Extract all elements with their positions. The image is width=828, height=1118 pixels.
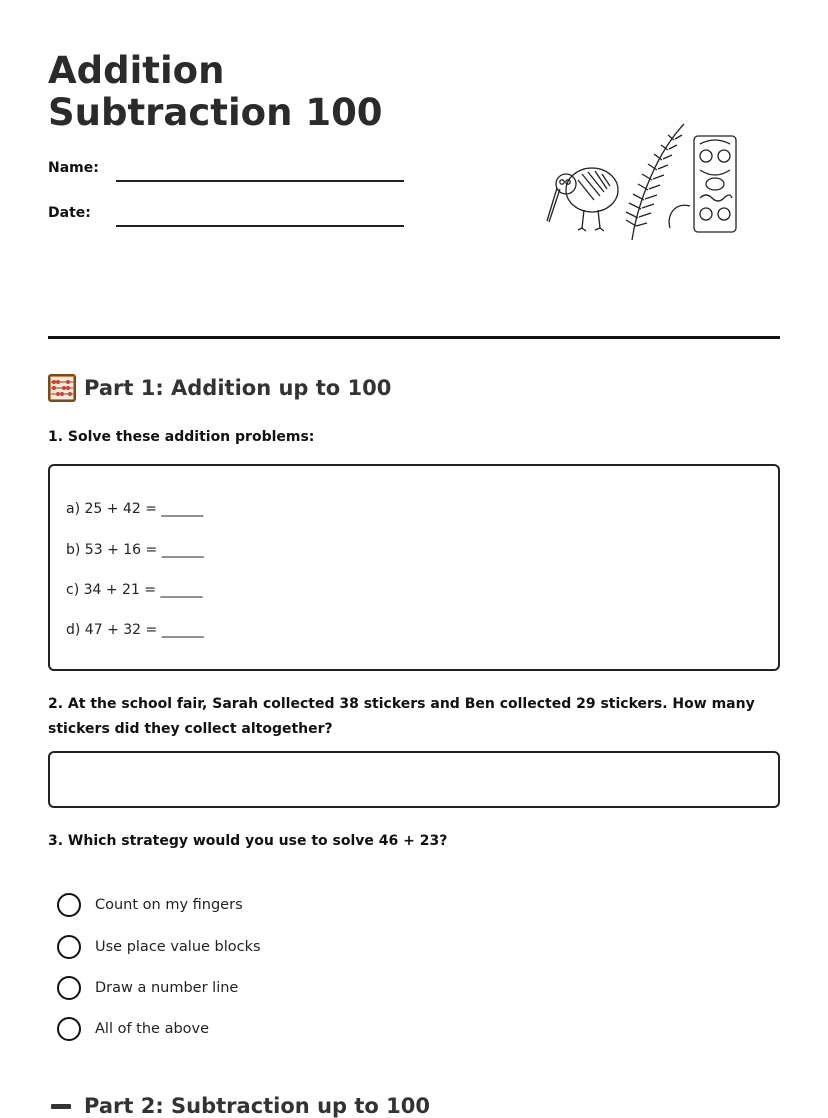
part1-heading-text: Part 1: Addition up to 100 bbox=[84, 376, 392, 400]
fern-frond-icon bbox=[626, 124, 684, 240]
question-3: 3. Which strategy would you use to solve 46 + 23? bbox=[48, 833, 448, 849]
problem-c[interactable]: c) 34 + 21 = ______ bbox=[66, 582, 203, 598]
question-1: 1. Solve these addition problems: bbox=[48, 429, 315, 445]
problem-a[interactable]: a) 25 + 42 = ______ bbox=[66, 501, 204, 517]
name-label: Name: bbox=[48, 160, 99, 176]
section-divider bbox=[48, 336, 780, 339]
q3-option-3[interactable] bbox=[57, 976, 238, 1000]
question-2: 2. At the school fair, Sarah collected 38 stickers and Ben collected 29 stickers. How many stickers did they collect altogether? bbox=[48, 696, 755, 737]
abacus-icon bbox=[48, 374, 76, 402]
minus-icon bbox=[48, 1092, 76, 1118]
radio-button[interactable] bbox=[57, 893, 81, 917]
part2-heading bbox=[48, 1092, 430, 1118]
problem-b[interactable]: b) 53 + 16 = ______ bbox=[66, 542, 204, 558]
option-label: All of the above bbox=[95, 1021, 210, 1037]
radio-button[interactable] bbox=[57, 935, 81, 959]
option-label: Draw a number line bbox=[95, 980, 239, 996]
part2-heading-text: Part 2: Subtraction up to 100 bbox=[84, 1094, 430, 1118]
q3-option-1[interactable] bbox=[57, 893, 243, 917]
q1-problems-box bbox=[48, 464, 780, 671]
radio-button[interactable] bbox=[57, 1017, 81, 1041]
option-label: Count on my fingers bbox=[95, 897, 243, 913]
date-line[interactable] bbox=[116, 225, 404, 227]
name-line[interactable] bbox=[116, 180, 404, 182]
q2-answer-box[interactable] bbox=[48, 751, 780, 808]
date-label: Date: bbox=[48, 205, 91, 221]
radio-button[interactable] bbox=[57, 976, 81, 1000]
tiki-carving-icon bbox=[669, 136, 736, 232]
problem-d[interactable]: d) 47 + 32 = ______ bbox=[66, 622, 204, 638]
nz-illustration bbox=[540, 118, 750, 246]
part1-heading bbox=[48, 374, 391, 402]
worksheet-title: Addition Subtraction 100 bbox=[48, 49, 383, 134]
option-label: Use place value blocks bbox=[95, 939, 261, 955]
q3-option-4[interactable] bbox=[57, 1017, 209, 1041]
kiwi-bird-icon bbox=[547, 168, 618, 231]
q3-option-2[interactable] bbox=[57, 935, 261, 959]
